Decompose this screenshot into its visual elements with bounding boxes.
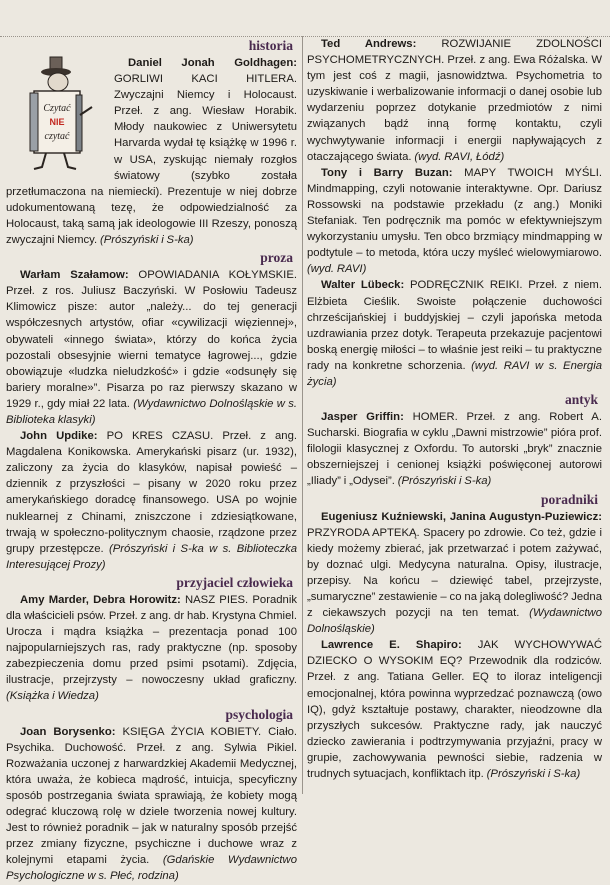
entry-publisher: (wyd. RAVI) bbox=[307, 263, 367, 276]
entry-author: Lawrence E. Shapiro: bbox=[321, 639, 462, 652]
entry-shapiro bbox=[307, 637, 602, 782]
icon-text-czytac-2: czytać bbox=[44, 131, 70, 142]
entry-publisher: (Wydawnictwo Dolnośląskie) bbox=[307, 607, 602, 636]
entry-kuzniewski bbox=[307, 509, 602, 638]
left-column bbox=[6, 36, 298, 883]
entry-body: OPOWIADANIA KOŁYMSKIE. Przeł. z ros. Juliusz Baczyński. W Posłowiu Tadeusz Klimowicz pisze: autor „należy... do tej generacji współczesnych artystów, ofiar «cywilizacji więziennej», obywateli «innego świata», którzy do końca życia pozostali obsesyjnie wierni tematyce łagrowej..., gdzie obowiązuje «ludzka nieludzkość» i gdzie «odsunęły się bariery moralne»”. Pisarza po raz pierwszy skazano w 1929 r., gdy miał 22 lata. bbox=[6, 269, 297, 410]
entry-body: PO KRES CZASU. Przeł. z ang. Magdalena Konikowska. Amerykański pisarz (ur. 1932), zaliczony za życia do klasyków, napisał powieść – dziennik z przyszłości – pisany w 2020 roku przez amerykańskiego doradcę finansowego. USA po wojnie nuklearnej z Chinami, zniszczone i zdziesiątkowane, trwają w społeczno-politycznym chaosie, rządzone przez grupy przestępcze. bbox=[6, 430, 298, 555]
entry-szalamow bbox=[6, 267, 297, 428]
section-heading-psychologia: psychologia bbox=[225, 706, 293, 722]
entry-publisher: (Prószyński i S-ka) bbox=[97, 234, 194, 247]
column-divider bbox=[302, 36, 303, 794]
entry-body: ROZWIJANIE ZDOLNOŚCI PSYCHOMETRYCZNYCH. Przeł. z ang. Ewa Różalska. W tym jest coś z magii, jasnowidztwa. Psychometria to uzyskiwanie i werbalizowanie informacji o danej osobie lub wydarzeniu poprzez dotykanie przedmiotów z nimi związanych bądź inną formę kontaktu, czyli wychwytywanie informacji i energii napływających z otaczającego świata. bbox=[307, 38, 602, 163]
entry-updike bbox=[6, 428, 297, 573]
section-heading-poradniki: poradniki bbox=[540, 491, 598, 507]
read-dont-read-icon bbox=[6, 55, 106, 173]
entry-body: JAK WYCHOWYWAĆ DZIECKO O WYSOKIM EQ? Przewodnik dla rodziców. Przeł. z ang. Tatiana Geller. EQ to iloraz inteligencji emocjonalnej, która powinna wyprzedzać poznawczą (owo IQ), gdyż kształtuje postawy, charakter, nieodzowne dla przyszłych sukcesów. Praktyczne rady, jak nauczyć dziecko zawierania i podtrzymywania przyjaźni, pracy w grupie, zachowywania pewności siebie, radzenia w trudnych sytuacjach, konfliktach itp. bbox=[307, 639, 602, 781]
section-heading-przyjaciel: przyjaciel człowieka bbox=[176, 574, 293, 590]
entry-griffin bbox=[307, 409, 602, 489]
entry-author: Warłam Szałamow: bbox=[20, 269, 129, 282]
entry-publisher: (wyd. RAVI, Łódź) bbox=[411, 150, 505, 163]
entry-marder bbox=[6, 592, 297, 705]
section-heading-proza: proza bbox=[260, 250, 293, 266]
entry-block-goldhagen bbox=[6, 55, 297, 248]
section-heading-antyk: antyk bbox=[564, 392, 598, 408]
entry-body: NASZ PIES. Poradnik dla właścicieli psów. Przeł. z ang. dr hab. Krystyna Chmiel. Urocza i mądra książka – prezentacja ponad 100 najpopularniejszych ras, rady praktyczne (np. sposoby zabezpieczenia domu przed psimi psotami). Zdjęcia, ilustracje, przejrzysty – nowoczesny układ graficzny. bbox=[6, 593, 297, 687]
entry-body: MAPY TWOICH MYŚLI. Mindmapping, czyli notowanie interaktywne. Opr. Dariusz Rossowski na podstawie przekładu (z ang.) Moniki Stefaniak. Ten podręcznik ma pomóc w efektywniejszym wykorzystaniu umysłu. Ten obco brzmiący mindmapping w podtytule – to metoda, która uczy myśleć wielowymiarowo. bbox=[307, 166, 602, 260]
icon-text-nie: NIE bbox=[49, 117, 65, 127]
entry-author: Daniel Jonah Goldhagen: bbox=[128, 57, 297, 69]
entry-publisher: (Prószyński i S-ka w s. Biblioteczka Interesującej Prozy) bbox=[6, 542, 297, 571]
entry-author: Ted Andrews: bbox=[321, 38, 417, 50]
entry-author: Tony i Barry Buzan: bbox=[321, 166, 453, 179]
entry-body: HOMER. Przeł. z ang. Robert A. Sucharski. Biografia w cyklu „Dawni mistrzowie” pióra prof. filologii klasycznej z Oxfordu. To autorski „bryk” znacznie obszerniejszej i cenionej książki poświęconej autorowi „Iliady” i „Odysei”. bbox=[307, 411, 602, 488]
top-margin bbox=[0, 0, 610, 37]
entry-author: Jasper Griffin: bbox=[321, 411, 404, 424]
entry-andrews bbox=[307, 36, 602, 165]
entry-body: PODRĘCZNIK REIKI. Przeł. z niem. Elżbieta Cieślik. Swoiste połączenie duchowości chrześcijańskiej i buddyjskiej – czyli japońska metoda uzdrawiania przez dotyk. Terapeuta przekazuje pacjentowi boską energię miłości – to właśnie jest reiki – tu praktyczne rady na konkretne schorzenia. bbox=[307, 279, 602, 372]
section-heading-historia: historia bbox=[248, 38, 293, 53]
entry-borysenko bbox=[6, 724, 297, 885]
entry-author: Joan Borysenko: bbox=[20, 725, 116, 738]
entry-buzan bbox=[307, 165, 602, 278]
entry-author: John Updike: bbox=[20, 430, 98, 443]
entry-body: PRZYRODA APTEKĄ. Spacery po zdrowie. Co też, gdzie i kiedy możemy zbierać, jak przetwarzać i potem zażywać, by doznać ulgi. Medycyna naturalna. Opisy, ilustracje, przepisy. Na końcu – dziewięć tabel, przejrzyste, „sumaryczne” zestawienie – co na jaką dolegliwość? Jedna z ciekawszych pozycji na ten temat. bbox=[307, 526, 602, 620]
icon-text-czytac: Czytać bbox=[43, 103, 71, 114]
entry-author: Walter Lübeck: bbox=[321, 279, 405, 292]
entry-lubeck bbox=[307, 277, 602, 390]
entry-publisher: (Wydawnictwo Dolnośląskie w s. Biblioteka klasyki) bbox=[6, 397, 297, 426]
entry-author: Amy Marder, Debra Horowitz: bbox=[20, 593, 181, 606]
entry-publisher: (Prószyński i S-ka) bbox=[394, 475, 492, 488]
entry-body: GORLIWI KACI HITLERA. Zwyczajni Niemcy i Holocaust. Przeł. z ang. Wiesław Horabik. Młody naukowiec z Uniwersytetu Harvarda wydał tę książkę w 1996 r. w USA, zyskując niemały rozgłos światowy (szybko została przetłumaczona na niemiecki). Prezentuje w niej dobrze udokumentowaną tezę, że odpowiedzialność za Holocaust, taką samą jak ideologowie III Rzeszy, ponoszą zwyczajni Niemcy. bbox=[6, 73, 297, 247]
entry-publisher: (wyd. RAVI w s. Energia życia) bbox=[307, 359, 602, 388]
entry-publisher: (Książka i Wiedza) bbox=[6, 690, 99, 703]
entry-publisher: (Gdańskie Wydawnictwo Psychologiczne w s. Płeć, rodzina) bbox=[6, 854, 297, 883]
entry-body: KSIĘGA ŻYCIA KOBIETY. Ciało. Psychika. Duchowość. Przeł. z ang. Sylwia Pikiel. Rozważania uczonej z harwardzkiej Akademii Medycznej, która uważa, że kobieca mądrość, intuicja, specyficzny sposób postrzegania świata sprawiają, że kobiety mogą odegrać kluczową rolę w dziele tworzenia nowej kultury. Jest to również poradnik – jak w naturalny sposób przejść przez zmiany fizyczne, psychiczne i duchowe wraz z kolejnymi etapami życia. bbox=[6, 725, 297, 867]
read-dont-read-icon-graphic bbox=[6, 55, 106, 173]
entry-publisher: (Prószyński i S-ka) bbox=[483, 768, 581, 781]
entry-author: Eugeniusz Kuźniewski, Janina Augustyn-Puziewicz: bbox=[321, 510, 602, 523]
right-column bbox=[307, 36, 602, 794]
